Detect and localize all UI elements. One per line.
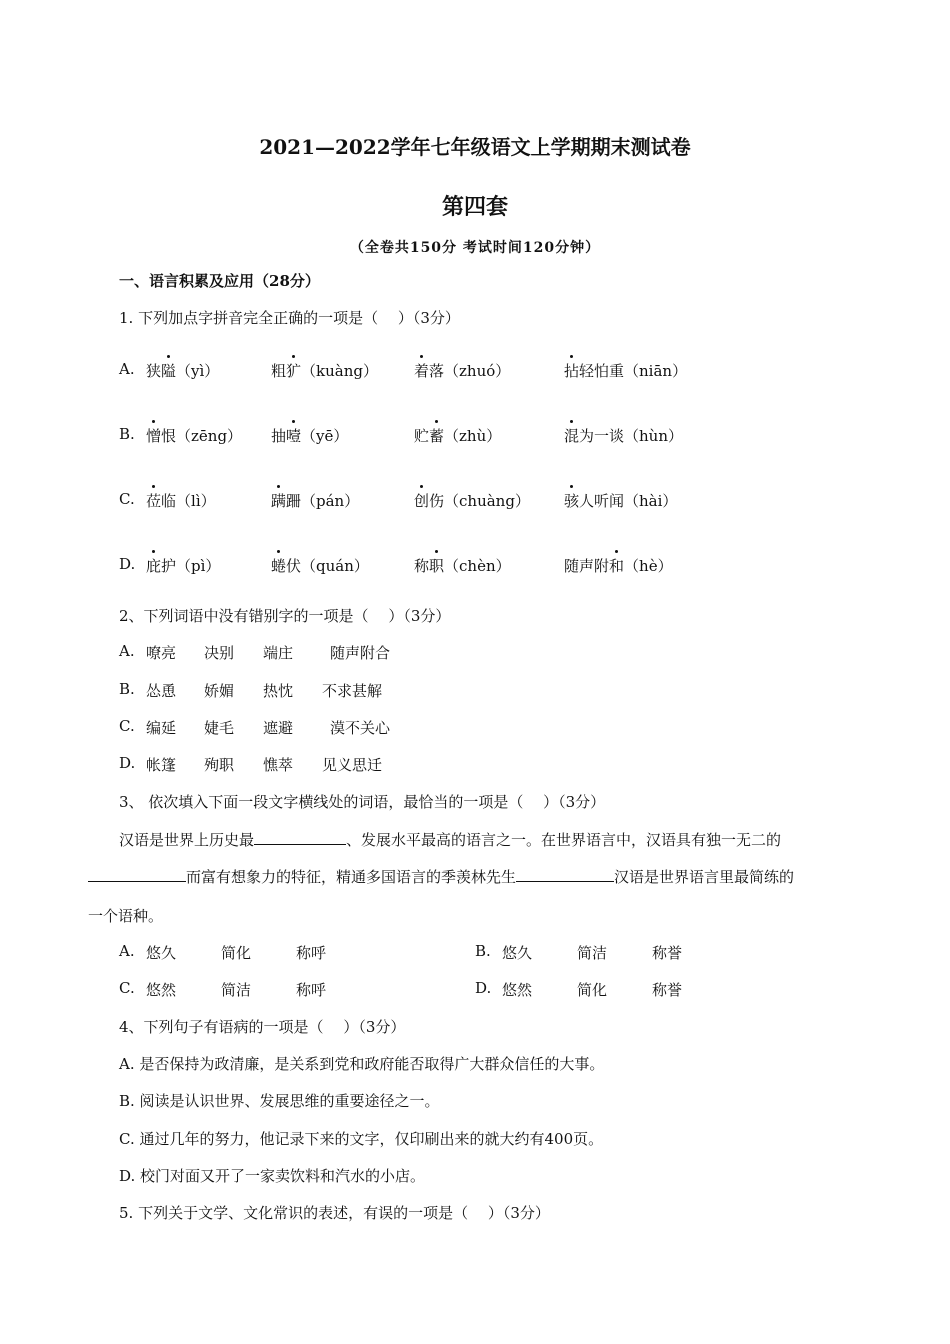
option-letter: B. [475,942,491,960]
option-letter: A. [119,360,135,378]
option-word: 帐篷 [146,756,177,774]
option-item: 随声附和（hè） [564,557,673,575]
option-word: 简化 [221,944,252,962]
dotted-char: 噎 [286,427,302,445]
option-word: 简洁 [577,944,608,962]
option-item: 粗犷（kuàng） [271,362,378,380]
option-word: 悠然 [502,981,533,999]
exam-info: （全卷共150分 考试时间120分钟） [349,240,601,256]
option-word: 悠久 [146,944,177,962]
q3-paragraph-line-3: 一个语种。 [88,907,164,925]
option-item: 庇护（pì） [146,557,221,575]
answer-blank[interactable] [516,866,614,882]
q3-stem: 3、 依次填入下面一段文字横线处的词语，最恰当的一项是（ ）（3分） [119,793,606,811]
option-item: 贮蓄（zhù） [414,427,502,445]
q4-option-c: C. 通过几年的努力，他记录下来的文字，仅印刷出来的就大约有400页。 [119,1130,604,1148]
dotted-char: 犷 [286,362,302,380]
dotted-char: 蹒 [271,492,287,510]
option-word: 嘹亮 [146,644,177,662]
dotted-char: 创 [414,492,430,510]
answer-blank[interactable] [88,866,186,882]
option-letter: A. [119,942,135,960]
dotted-char: 庇 [146,557,162,575]
option-word: 端庄 [263,644,294,662]
option-letter: B. [119,425,135,443]
q4-option-a: A. 是否保持为政清廉，是关系到党和政府能否取得广大群众信任的大事。 [119,1055,605,1073]
option-item: 憎恨（zēng） [146,427,243,445]
dotted-char: 憎 [146,427,162,445]
q4-option-d: D. 校门对面又开了一家卖饮料和汽水的小店。 [119,1167,426,1185]
dotted-char: 骇 [564,492,580,510]
option-word: 称呼 [296,944,327,962]
option-word: 娇媚 [204,682,235,700]
option-letter: C. [119,979,135,997]
section-heading: 一、语言积累及应用（28分） [119,272,320,290]
answer-blank[interactable] [254,829,346,845]
option-item: 创伤（chuàng） [414,492,530,510]
option-word: 悠然 [146,981,177,999]
option-word: 不求甚解 [322,682,383,700]
q2-stem: 2、下列词语中没有错别字的一项是（ ）（3分） [119,607,451,625]
option-word: 随声附合 [330,644,391,662]
option-word: 简化 [577,981,608,999]
q3-paragraph-line-1: 汉语是世界上历史最 、发展水平最高的语言之一。在世界语言中，汉语具有独一无二的 [119,831,782,849]
option-item: 抽噎（yē） [271,427,349,445]
dotted-char: 混 [564,427,580,445]
dotted-char: 蓄 [429,427,445,445]
option-item: 着落（zhuó） [414,362,511,380]
option-letter: D. [119,555,136,573]
option-word: 决别 [204,644,235,662]
option-word: 殉职 [204,756,235,774]
q4-stem: 4、下列句子有语病的一项是（ ）（3分） [119,1018,406,1036]
option-word: 称誉 [652,981,683,999]
option-word: 憔萃 [263,756,294,774]
option-item: 狭隘（yì） [146,362,220,380]
exam-subtitle: 第四套 [441,194,508,220]
option-item: 拈轻怕重（niān） [564,362,688,380]
q4-option-b: B. 阅读是认识世界、发展思维的重要途径之一。 [119,1092,440,1110]
option-word: 怂恿 [146,682,177,700]
q5-stem: 5. 下列关于文学、文化常识的表述，有误的一项是（ ）（3分） [119,1204,550,1222]
option-letter: D. [475,979,492,997]
dotted-char: 莅 [146,492,162,510]
option-word: 称誉 [652,944,683,962]
option-letter: C. [119,717,135,735]
option-item: 称职（chèn） [414,557,511,575]
option-item: 莅临（lì） [146,492,216,510]
option-word: 称呼 [296,981,327,999]
option-word: 悠久 [502,944,533,962]
option-letter: A. [119,642,135,660]
option-item: 混为一谈（hùn） [564,427,683,445]
dotted-char: 和 [609,557,625,575]
dotted-char: 隘 [161,362,177,380]
option-word: 简洁 [221,981,252,999]
option-word: 见义思迁 [322,756,383,774]
option-letter: C. [119,490,135,508]
option-item: 蜷伏（quán） [271,557,369,575]
dotted-char: 职 [429,557,445,575]
dotted-char: 着 [414,362,430,380]
option-item: 蹒跚（pán） [271,492,360,510]
option-letter: B. [119,680,135,698]
dotted-char: 蜷 [271,557,287,575]
option-word: 热忱 [263,682,294,700]
dotted-char: 拈 [564,362,580,380]
q3-paragraph-line-2: 而富有想象力的特征，精通多国语言的季羡林先生 汉语是世界语言里最简练的 [88,866,794,887]
option-word: 遮避 [263,719,294,737]
option-word: 编延 [146,719,177,737]
option-word: 婕毛 [204,719,235,737]
option-word: 漠不关心 [330,719,391,737]
option-item: 骇人听闻（hài） [564,492,678,510]
option-letter: D. [119,754,136,772]
q1-stem: 1. 下列加点字拼音完全正确的一项是（ ）（3分） [119,309,460,327]
exam-title: 2021—2022学年七年级语文上学期期末测试卷 [259,135,691,159]
